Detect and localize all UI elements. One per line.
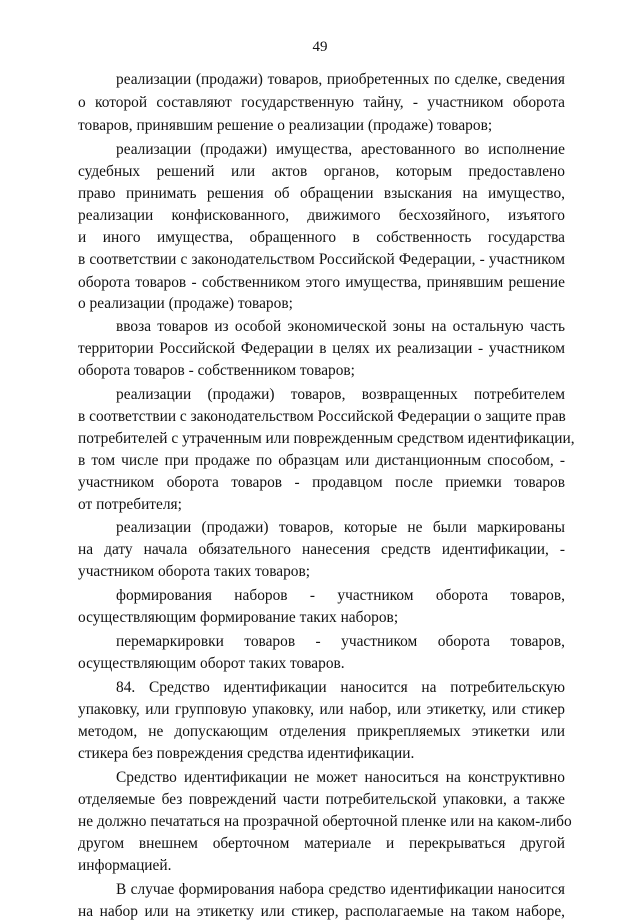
text-line: реализации (продажи) имущества, арестованного во исполнение xyxy=(116,141,565,158)
text-line: и иного имущества, обращенного в собственность государства xyxy=(78,229,565,246)
text-line: потребителей с утраченным или поврежденным средством идентификации, xyxy=(78,430,575,447)
text-line: судебных решений или актов органов, которым предоставлено xyxy=(78,163,565,180)
page-number: 49 xyxy=(312,39,328,55)
text-line: в соответствии с законодательством Российской Федерации о защите прав xyxy=(78,408,566,425)
text-line: осуществляющим формирование таких наборов; xyxy=(78,609,399,626)
text-line: о которой составляют государственную тайну, - участником оборота xyxy=(78,94,565,111)
text-line: реализации (продажи) товаров, приобретенных по сделке, сведения xyxy=(116,71,565,88)
text-line: на набор или на этикетку или стикер, располагаемые на таком наборе, xyxy=(78,903,565,920)
text-line: реализации конфискованного, движимого бесхозяйного, изъятого xyxy=(78,207,565,224)
text-line: оборота товаров - собственником товаров; xyxy=(78,362,355,379)
text-line: реализации (продажи) товаров, возвращенных потребителем xyxy=(116,386,565,403)
text-line: Средство идентификации не может наноситься на конструктивно xyxy=(116,769,565,786)
text-line: перемаркировки товаров - участником оборота товаров, xyxy=(116,633,565,650)
text-line: о реализации (продаже) товаров; xyxy=(78,295,293,312)
text-line: в том числе при продаже по образцам или дистанционным способом, - xyxy=(78,452,565,469)
text-line: методом, не допускающим отделения прикрепляемых этикетки или xyxy=(78,723,565,740)
text-line: другом внешнем оберточном материале и перекрываться другой xyxy=(78,835,565,852)
text-line: оборота товаров - собственником этого имущества, принявшим решение xyxy=(78,274,565,291)
text-line: на дату начала обязательного нанесения средств идентификации, - xyxy=(78,541,565,558)
text-line: 84. Средство идентификации наносится на потребительскую xyxy=(116,679,565,696)
text-line: отделяемые без повреждений части потребительской упаковки, а также xyxy=(78,791,565,808)
text-line: участником оборота таких товаров; xyxy=(78,563,311,580)
text-line: В случае формирования набора средство идентификации наносится xyxy=(116,881,565,898)
text-line: реализации (продажи) товаров, которые не были маркированы xyxy=(116,519,565,536)
text-line: участником оборота товаров - продавцом после приемки товаров xyxy=(78,474,565,491)
text-line: территории Российской Федерации в целях их реализации - участником xyxy=(78,340,565,357)
text-line: упаковку, или групповую упаковку, или набор, или этикетку, или стикер xyxy=(78,701,565,718)
text-line: ввоза товаров из особой экономической зоны на остальную часть xyxy=(116,318,565,335)
text-line: информацией. xyxy=(78,857,172,874)
text-line: стикера без повреждения средства идентификации. xyxy=(78,745,415,762)
text-line: не должно печататься на прозрачной оберточной пленке или на каком-либо xyxy=(78,813,572,830)
text-line: товаров, принявшим решение о реализации (продаже) товаров; xyxy=(78,117,493,134)
text-line: в соответствии с законодательством Российской Федерации, - участником xyxy=(78,251,565,268)
text-line: от потребителя; xyxy=(78,496,182,513)
text-line: право принимать решения об обращении взыскания на имущество, xyxy=(78,185,565,202)
text-line: осуществляющим оборот таких товаров. xyxy=(78,655,345,672)
text-line: формирования наборов - участником оборота товаров, xyxy=(116,587,565,604)
